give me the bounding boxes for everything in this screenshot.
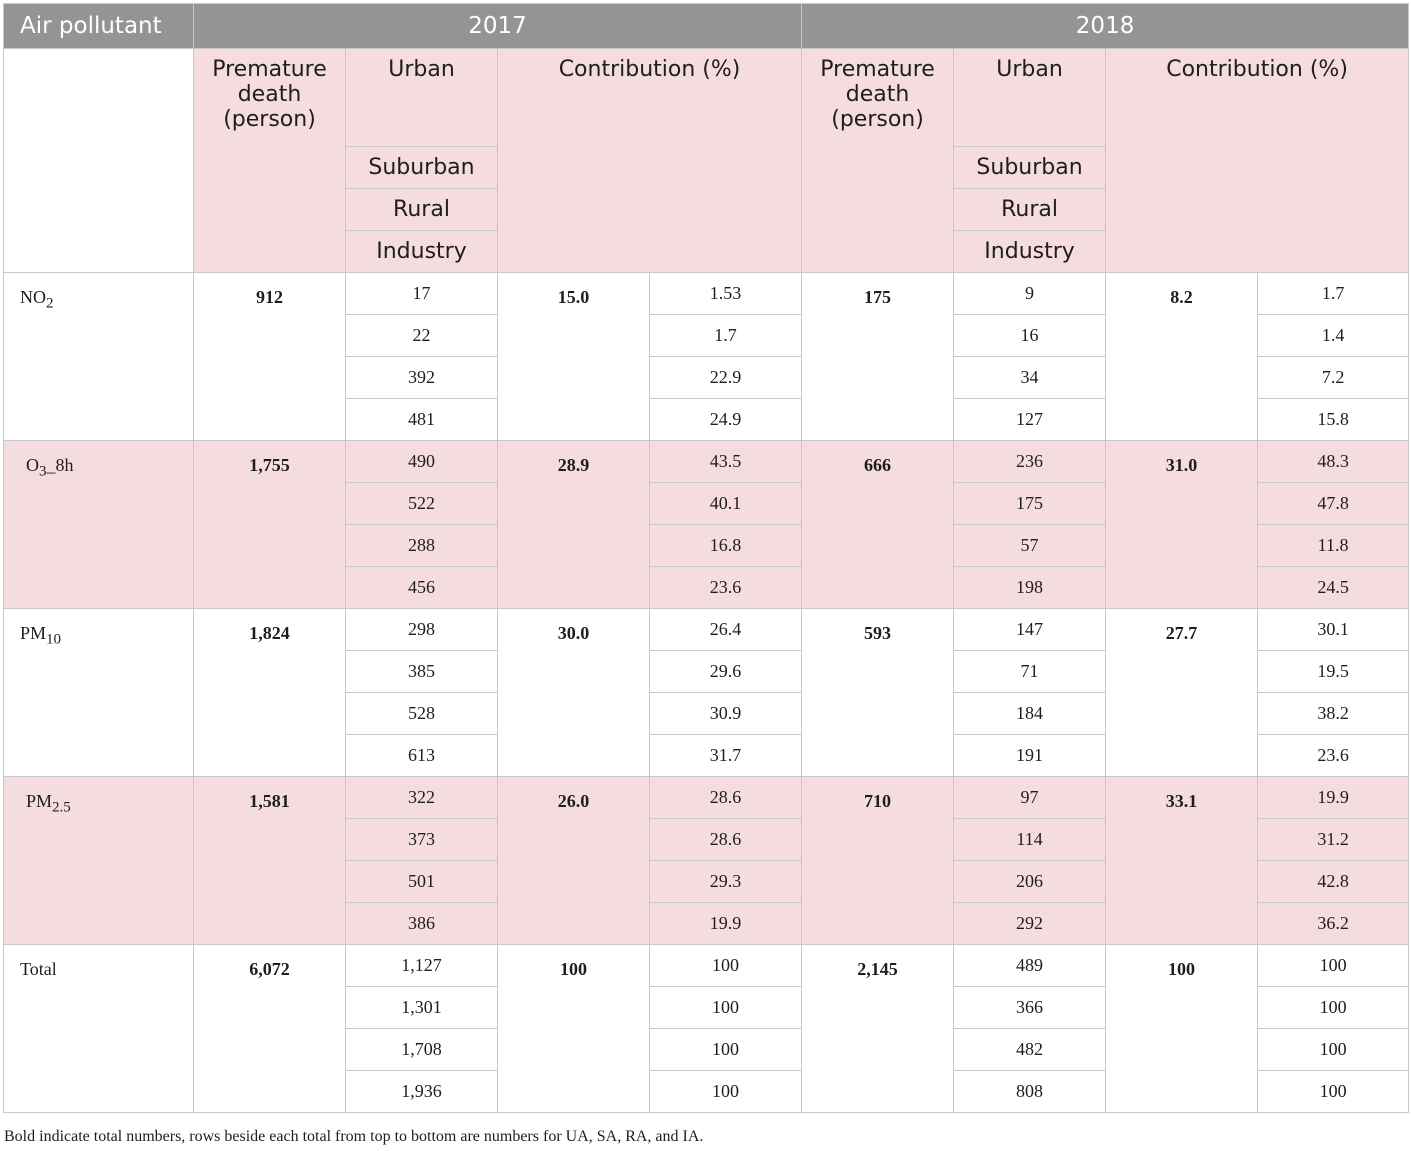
zone-header-suburban-2018: Suburban bbox=[954, 147, 1106, 189]
zone-contribution-2018: 48.3 bbox=[1258, 441, 1409, 483]
zone-contribution-2017: 26.4 bbox=[650, 609, 802, 651]
pollutant-label bbox=[4, 777, 194, 945]
zone-contribution-2017: 28.6 bbox=[650, 819, 802, 861]
pollutant-label bbox=[4, 273, 194, 441]
contribution-total-2018: 33.1 bbox=[1106, 777, 1258, 945]
zone-header-urban-2017: Urban bbox=[346, 49, 498, 147]
pollutant-subscript: 2 bbox=[46, 295, 54, 312]
premature-death-total-2018: 2,145 bbox=[802, 945, 954, 1113]
zone-contribution-2018: 100 bbox=[1258, 1029, 1409, 1071]
zone-contribution-2018: 36.2 bbox=[1258, 903, 1409, 945]
zone-contribution-2017: 1.7 bbox=[650, 315, 802, 357]
footnote: Bold indicate total numbers, rows beside each total from top to bottom are numbers for UA, SA, RA, and IA. bbox=[4, 1128, 704, 1145]
premature-death-total-2017: 1,755 bbox=[194, 441, 346, 609]
zone-contribution-2017: 100 bbox=[650, 1071, 802, 1113]
pollutant-name: Total bbox=[20, 959, 57, 979]
zone-contribution-2017: 100 bbox=[650, 1029, 802, 1071]
pollutant-table bbox=[3, 3, 1409, 1113]
contribution-total-2017: 26.0 bbox=[498, 777, 650, 945]
zone-contribution-2017: 24.9 bbox=[650, 399, 802, 441]
zone-contribution-2018: 23.6 bbox=[1258, 735, 1409, 777]
zone-contribution-2017: 28.6 bbox=[650, 777, 802, 819]
zone-deaths-2018: 808 bbox=[954, 1071, 1106, 1113]
premature-word: Premature bbox=[820, 57, 935, 82]
year-2017-header: 2017 bbox=[194, 4, 802, 49]
zone-contribution-2017: 30.9 bbox=[650, 693, 802, 735]
zone-contribution-2017: 100 bbox=[650, 987, 802, 1029]
zone-deaths-2017: 613 bbox=[346, 735, 498, 777]
premature-death-total-2017: 1,824 bbox=[194, 609, 346, 777]
zone-deaths-2017: 528 bbox=[346, 693, 498, 735]
pollutant-suffix: _8h bbox=[46, 455, 74, 475]
person-word: (person) bbox=[831, 107, 924, 132]
zone-deaths-2018: 97 bbox=[954, 777, 1106, 819]
contribution-total-2018: 8.2 bbox=[1106, 273, 1258, 441]
data-body bbox=[4, 273, 1409, 1113]
year-2018-header: 2018 bbox=[802, 4, 1409, 49]
table-row bbox=[4, 777, 1409, 819]
zone-contribution-2017: 1.53 bbox=[650, 273, 802, 315]
zone-deaths-2018: 147 bbox=[954, 609, 1106, 651]
zone-contribution-2017: 19.9 bbox=[650, 903, 802, 945]
zone-header-rural-2017: Rural bbox=[346, 189, 498, 231]
premature-death-header-2017 bbox=[194, 49, 346, 273]
zone-deaths-2018: 57 bbox=[954, 525, 1106, 567]
zone-deaths-2018: 71 bbox=[954, 651, 1106, 693]
zone-contribution-2018: 47.8 bbox=[1258, 483, 1409, 525]
zone-contribution-2018: 100 bbox=[1258, 1071, 1409, 1113]
zone-deaths-2017: 522 bbox=[346, 483, 498, 525]
zone-deaths-2017: 288 bbox=[346, 525, 498, 567]
zone-deaths-2017: 22 bbox=[346, 315, 498, 357]
zone-contribution-2018: 100 bbox=[1258, 987, 1409, 1029]
zone-deaths-2018: 489 bbox=[954, 945, 1106, 987]
death-word: death bbox=[845, 82, 910, 107]
zone-contribution-2017: 16.8 bbox=[650, 525, 802, 567]
premature-death-total-2018: 175 bbox=[802, 273, 954, 441]
zone-deaths-2017: 456 bbox=[346, 567, 498, 609]
table-row bbox=[4, 609, 1409, 651]
zone-header-urban-2018: Urban bbox=[954, 49, 1106, 147]
pollutant-name: O bbox=[26, 455, 39, 475]
premature-death-header-2018 bbox=[802, 49, 954, 273]
table-row bbox=[4, 273, 1409, 315]
premature-word: Premature bbox=[212, 57, 327, 82]
death-word: death bbox=[237, 82, 302, 107]
zone-contribution-2018: 30.1 bbox=[1258, 609, 1409, 651]
pollutant-name: PM bbox=[26, 791, 53, 811]
contribution-total-2017: 15.0 bbox=[498, 273, 650, 441]
premature-death-total-2017: 6,072 bbox=[194, 945, 346, 1113]
zone-contribution-2018: 42.8 bbox=[1258, 861, 1409, 903]
zone-deaths-2018: 292 bbox=[954, 903, 1106, 945]
zone-deaths-2018: 34 bbox=[954, 357, 1106, 399]
zone-deaths-2017: 1,301 bbox=[346, 987, 498, 1029]
zone-deaths-2017: 17 bbox=[346, 273, 498, 315]
pollutant-subscript: 2.5 bbox=[52, 799, 71, 816]
zone-deaths-2018: 16 bbox=[954, 315, 1106, 357]
zone-deaths-2017: 1,936 bbox=[346, 1071, 498, 1113]
zone-deaths-2017: 386 bbox=[346, 903, 498, 945]
pollutant-subscript: 3 bbox=[39, 463, 47, 480]
zone-deaths-2018: 236 bbox=[954, 441, 1106, 483]
air-pollutant-header: Air pollutant bbox=[4, 4, 194, 49]
zone-deaths-2018: 184 bbox=[954, 693, 1106, 735]
zone-deaths-2018: 198 bbox=[954, 567, 1106, 609]
premature-death-total-2017: 1,581 bbox=[194, 777, 346, 945]
zone-contribution-2017: 29.6 bbox=[650, 651, 802, 693]
zone-deaths-2017: 1,127 bbox=[346, 945, 498, 987]
zone-contribution-2017: 23.6 bbox=[650, 567, 802, 609]
contribution-total-2017: 100 bbox=[498, 945, 650, 1113]
zone-header-industry-2018: Industry bbox=[954, 231, 1106, 273]
pollutant-label bbox=[4, 441, 194, 609]
pollutant-subscript: 10 bbox=[46, 631, 62, 648]
zone-deaths-2017: 385 bbox=[346, 651, 498, 693]
subheader-row-urban bbox=[4, 49, 1409, 147]
premature-death-total-2018: 593 bbox=[802, 609, 954, 777]
subheader-blank-cell bbox=[4, 49, 194, 273]
zone-contribution-2018: 31.2 bbox=[1258, 819, 1409, 861]
premature-death-total-2018: 666 bbox=[802, 441, 954, 609]
zone-contribution-2018: 19.5 bbox=[1258, 651, 1409, 693]
zone-deaths-2018: 206 bbox=[954, 861, 1106, 903]
zone-deaths-2017: 298 bbox=[346, 609, 498, 651]
pollutant-name: NO bbox=[20, 287, 46, 307]
zone-contribution-2017: 100 bbox=[650, 945, 802, 987]
zone-deaths-2018: 191 bbox=[954, 735, 1106, 777]
zone-contribution-2017: 43.5 bbox=[650, 441, 802, 483]
premature-death-total-2018: 710 bbox=[802, 777, 954, 945]
zone-deaths-2018: 366 bbox=[954, 987, 1106, 1029]
pollutant-name: PM bbox=[20, 623, 47, 643]
zone-contribution-2018: 19.9 bbox=[1258, 777, 1409, 819]
zone-contribution-2018: 100 bbox=[1258, 945, 1409, 987]
zone-contribution-2017: 40.1 bbox=[650, 483, 802, 525]
zone-deaths-2018: 9 bbox=[954, 273, 1106, 315]
zone-contribution-2017: 31.7 bbox=[650, 735, 802, 777]
zone-deaths-2017: 481 bbox=[346, 399, 498, 441]
zone-deaths-2018: 127 bbox=[954, 399, 1106, 441]
zone-header-rural-2018: Rural bbox=[954, 189, 1106, 231]
zone-deaths-2018: 114 bbox=[954, 819, 1106, 861]
zone-contribution-2018: 11.8 bbox=[1258, 525, 1409, 567]
zone-contribution-2017: 22.9 bbox=[650, 357, 802, 399]
zone-deaths-2017: 501 bbox=[346, 861, 498, 903]
zone-deaths-2017: 373 bbox=[346, 819, 498, 861]
contribution-header-2017: Contribution (%) bbox=[498, 49, 802, 273]
contribution-total-2017: 28.9 bbox=[498, 441, 650, 609]
pollutant-label bbox=[4, 945, 194, 1113]
zone-deaths-2017: 392 bbox=[346, 357, 498, 399]
zone-header-suburban-2017: Suburban bbox=[346, 147, 498, 189]
contribution-total-2018: 100 bbox=[1106, 945, 1258, 1113]
zone-contribution-2018: 7.2 bbox=[1258, 357, 1409, 399]
contribution-total-2017: 30.0 bbox=[498, 609, 650, 777]
premature-death-total-2017: 912 bbox=[194, 273, 346, 441]
zone-deaths-2018: 482 bbox=[954, 1029, 1106, 1071]
table-row bbox=[4, 945, 1409, 987]
zone-contribution-2018: 38.2 bbox=[1258, 693, 1409, 735]
zone-deaths-2018: 175 bbox=[954, 483, 1106, 525]
zone-deaths-2017: 1,708 bbox=[346, 1029, 498, 1071]
zone-contribution-2018: 24.5 bbox=[1258, 567, 1409, 609]
zone-header-industry-2017: Industry bbox=[346, 231, 498, 273]
contribution-header-2018: Contribution (%) bbox=[1106, 49, 1409, 273]
contribution-total-2018: 27.7 bbox=[1106, 609, 1258, 777]
contribution-total-2018: 31.0 bbox=[1106, 441, 1258, 609]
zone-deaths-2017: 322 bbox=[346, 777, 498, 819]
table-row bbox=[4, 441, 1409, 483]
person-word: (person) bbox=[223, 107, 316, 132]
zone-deaths-2017: 490 bbox=[346, 441, 498, 483]
zone-contribution-2018: 1.4 bbox=[1258, 315, 1409, 357]
year-header-row bbox=[4, 4, 1409, 49]
pollutant-label bbox=[4, 609, 194, 777]
zone-contribution-2018: 1.7 bbox=[1258, 273, 1409, 315]
zone-contribution-2018: 15.8 bbox=[1258, 399, 1409, 441]
zone-contribution-2017: 29.3 bbox=[650, 861, 802, 903]
